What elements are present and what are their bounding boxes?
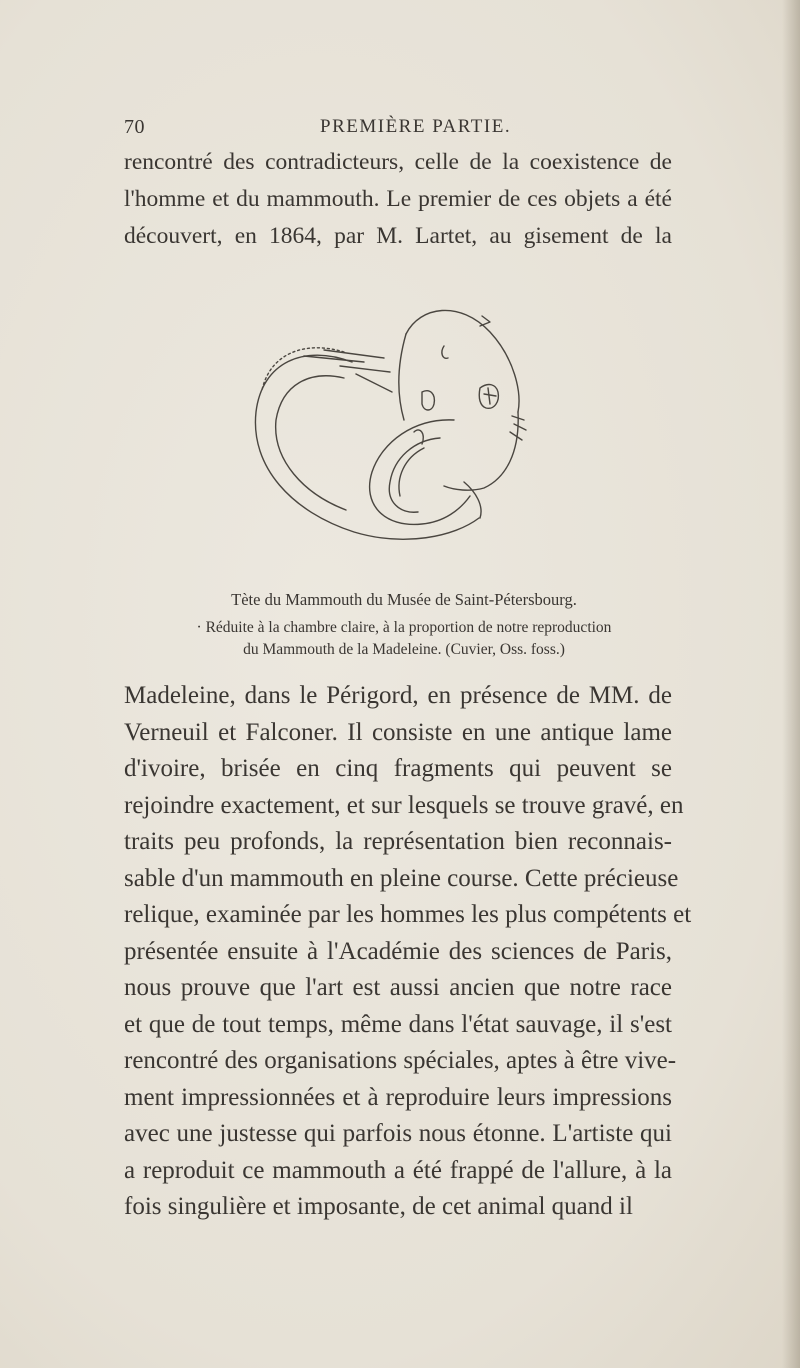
tusk-inner-line: [276, 376, 346, 510]
running-title: PREMIÈRE PARTIE.: [320, 116, 512, 137]
head-dome: [406, 310, 519, 412]
figure-caption-body: [124, 617, 684, 661]
text-line: rencontré des contradicteurs, celle de la coexistence de: [124, 149, 672, 175]
text-line: et que de tout temps, même dans l'état sauvage, il s'est: [124, 1010, 672, 1038]
text-line: a reproduit ce mammouth a été frappé de l'allure, à la: [124, 1156, 672, 1184]
paragraph-1: [124, 144, 672, 255]
cheek-marking: [422, 391, 434, 410]
text-line: relique, examinée par les hommes les plus compétents et: [124, 901, 692, 928]
eye-detail: [484, 388, 496, 404]
text-line: Verneuil et Falconer. Il consiste en une antique lame: [124, 718, 672, 746]
text-line: sable d'un mammouth en pleine course. Cette précieuse: [124, 864, 679, 892]
trunk-curl: [370, 420, 470, 525]
text-line: rencontré des organisations spéciales, aptes à être vive-: [124, 1047, 677, 1074]
figure-caption-title: Tète du Mammouth du Musée de Saint-Pétersbourg.: [231, 590, 577, 609]
text-line: présentée ensuite à l'Académie des sciences de Paris,: [124, 937, 672, 965]
head-front: [399, 334, 406, 420]
text-line: ment impressionnées et à reproduire leurs impressions: [124, 1083, 672, 1111]
page-number: 70: [124, 116, 145, 138]
tusk-outer-hatch: [262, 348, 344, 390]
text-line: l'homme et du mammouth. Le premier de ces objets a été: [124, 186, 672, 212]
tusk-hatching: [304, 350, 392, 392]
mammoth-head-illustration: [244, 292, 564, 582]
tusk-outer-line: [255, 355, 479, 539]
text-line: traits peu profonds, la représentation bien reconnais-: [124, 828, 672, 855]
jaw-line: [444, 412, 518, 490]
caption-line: du Mammouth de la Madeleine. (Cuvier, Oss. foss.): [243, 641, 565, 658]
text-line: nous prouve que l'art est aussi ancien que notre race: [124, 974, 672, 1001]
text-line: Madeleine, dans le Périgord, en présence de MM. de: [124, 682, 672, 709]
text-line: découvert, en 1864, par M. Lartet, au gisement de la: [124, 223, 672, 249]
running-head: [124, 116, 684, 146]
text-line: avec une justesse qui parfois nous étonne. L'artiste qui: [124, 1120, 672, 1147]
text-line: d'ivoire, brisée en cinq fragments qui peuvent se: [124, 755, 672, 782]
text-line: fois singulière et imposante, de cet animal quand il: [124, 1193, 633, 1220]
trunk-inner: [389, 438, 440, 512]
text-line: rejoindre exactement, et sur lesquels se trouve gravé, en: [124, 791, 684, 819]
page-edge: [782, 0, 800, 1368]
caption-line: · Réduite à la chambre claire, à la proportion de notre reproduction: [196, 619, 612, 636]
paragraph-2: [124, 678, 692, 1226]
head-mark: [442, 346, 448, 358]
